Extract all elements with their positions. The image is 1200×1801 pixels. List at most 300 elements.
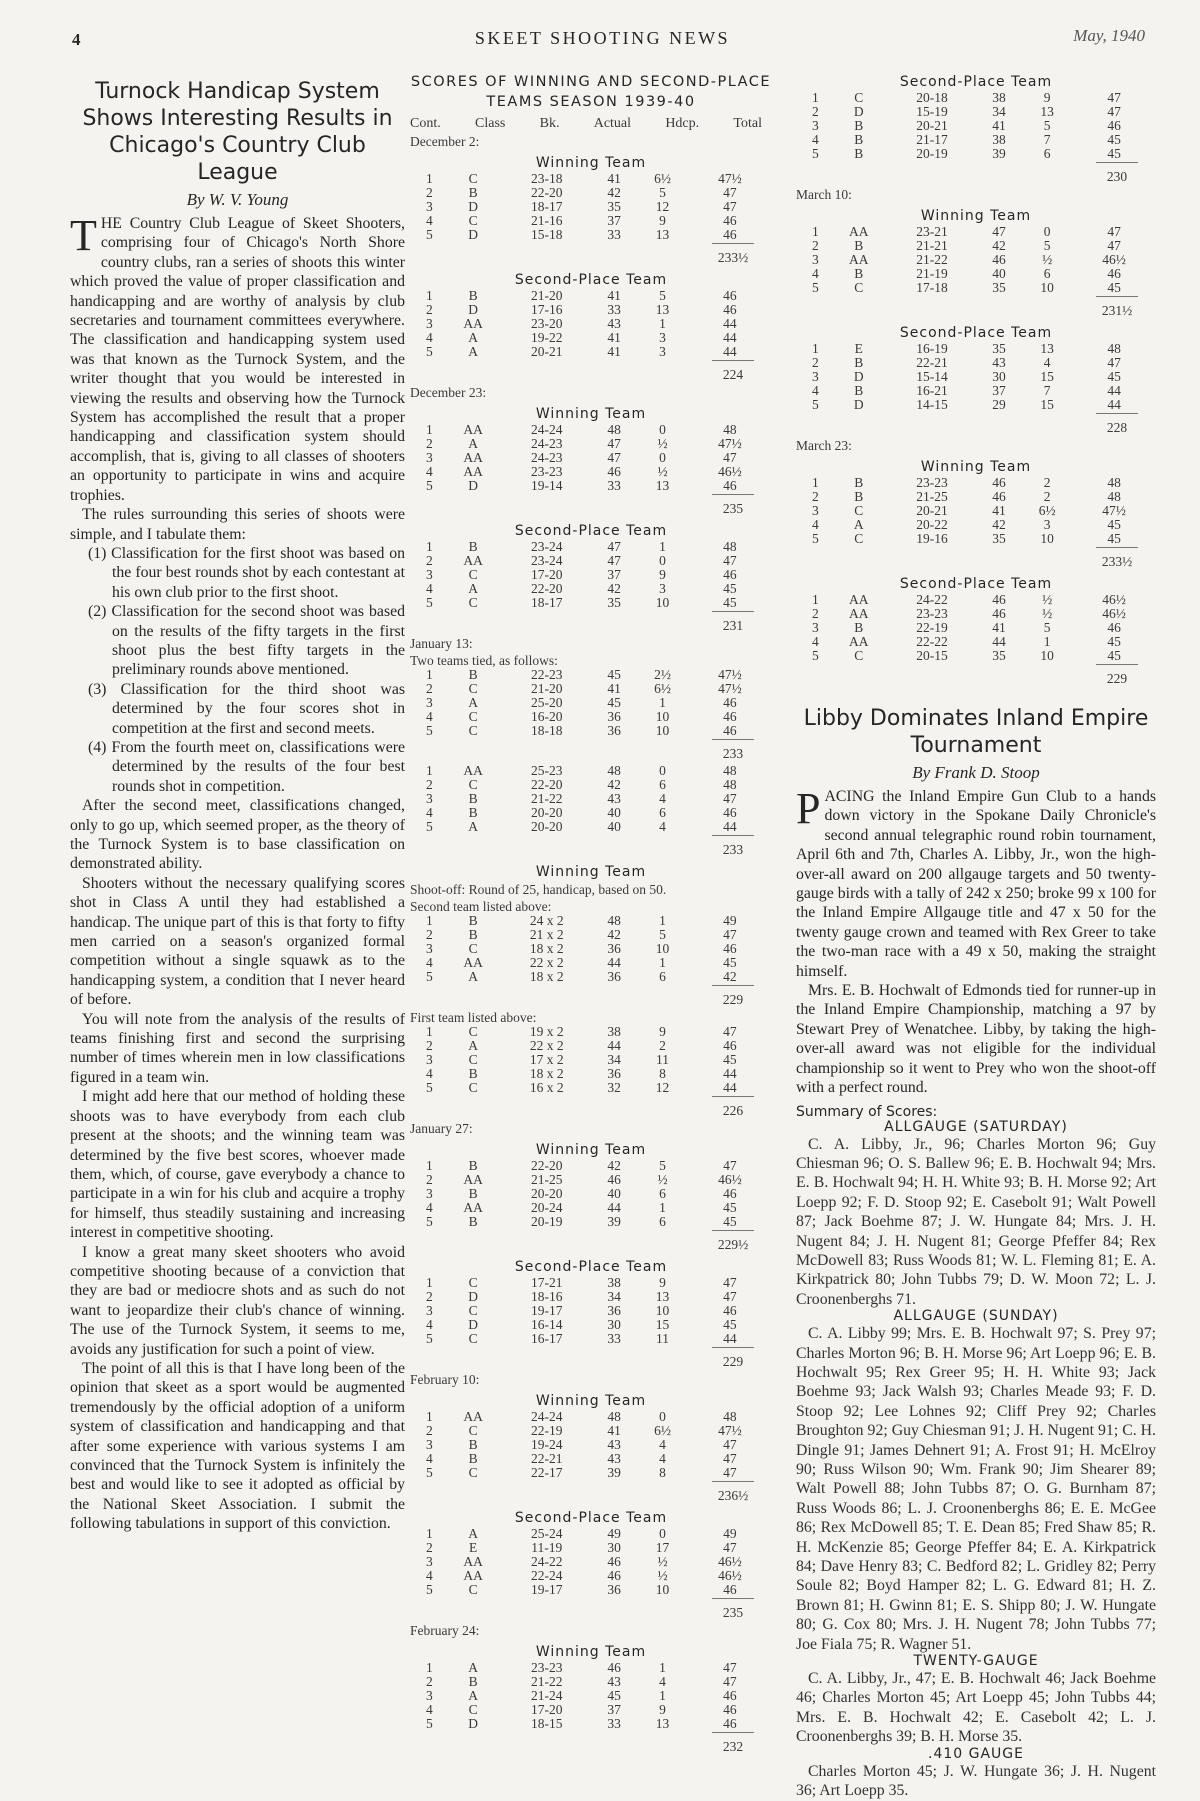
article-title: Libby Dominates Inland Empire Tournament bbox=[803, 706, 1149, 758]
score-cell: 46 bbox=[992, 592, 1006, 607]
score-row bbox=[796, 147, 1156, 161]
score-cell: 36 bbox=[607, 1582, 621, 1597]
score-cell: 35 bbox=[992, 531, 1006, 546]
score-cell: 34 bbox=[607, 1289, 621, 1304]
group-date: March 10: bbox=[796, 187, 852, 202]
score-row bbox=[796, 518, 1156, 532]
score-cell: 46 bbox=[607, 1554, 621, 1569]
score-cell: 3 bbox=[1043, 517, 1051, 532]
team-total bbox=[796, 413, 1156, 436]
score-cell: 24-23 bbox=[531, 450, 563, 465]
article-byline: By W. V. Young bbox=[186, 190, 289, 209]
score-cell: 25-20 bbox=[531, 695, 563, 710]
score-cell: 45 bbox=[1107, 132, 1121, 147]
score-cell: 20-21 bbox=[531, 344, 563, 359]
score-cell: B bbox=[854, 132, 864, 147]
score-cell: 48 bbox=[607, 763, 621, 778]
team-total bbox=[796, 664, 1156, 687]
score-cell: 45 bbox=[723, 1214, 737, 1229]
score-cell: 15-19 bbox=[916, 104, 948, 119]
score-cell: B bbox=[468, 1451, 478, 1466]
score-cell: AA bbox=[463, 464, 483, 479]
score-cell: B bbox=[468, 1674, 478, 1689]
score-cell: 47 bbox=[723, 185, 737, 200]
rule-item: (3) Classification for the third shoot was determined by the four scores shot in competition at the first and second meets. bbox=[88, 680, 405, 737]
score-cell: 41 bbox=[607, 288, 621, 303]
score-cell: 19-17 bbox=[531, 1303, 563, 1318]
score-row bbox=[410, 1159, 772, 1173]
score-cell: 46 bbox=[723, 941, 737, 956]
score-cell: 2 bbox=[426, 1674, 433, 1689]
right-column bbox=[796, 68, 1156, 1801]
score-cell: 5 bbox=[1043, 118, 1051, 133]
score-row bbox=[410, 1675, 772, 1689]
score-cell: 3 bbox=[426, 1052, 433, 1067]
score-cell: 20-20 bbox=[531, 819, 563, 834]
score-cell: 18-16 bbox=[531, 1289, 563, 1304]
score-cell: 22-20 bbox=[531, 777, 563, 792]
score-row bbox=[796, 105, 1156, 119]
article-title: Turnock Handicap System Shows Interesting Results in Chicago's Country Club League bbox=[82, 79, 393, 185]
score-cell: 2 bbox=[426, 553, 433, 568]
score-cell: B bbox=[468, 288, 478, 303]
article-paragraph: The point of all this is that I have long been of the opinion that skeet as a sport would be augmented tremendously by the official adoption of a uniform system of classification and handicapping and that after some experience with various systems I am convinced that the Turnock System is infinitely the best and would like to see it adopted as official by the National Skeet Association. I submit the following tabulations in support of this conviction. bbox=[70, 1359, 405, 1533]
team-total bbox=[410, 611, 772, 634]
total-value: 230 bbox=[1096, 162, 1138, 185]
score-cell: 40 bbox=[607, 805, 621, 820]
score-row bbox=[410, 228, 772, 242]
score-cell: 44 bbox=[723, 344, 737, 359]
score-table bbox=[410, 764, 772, 834]
team-total bbox=[410, 739, 772, 762]
score-cell: 46 bbox=[723, 695, 737, 710]
score-cell: 24-22 bbox=[531, 1554, 563, 1569]
score-row bbox=[410, 331, 772, 345]
score-row bbox=[410, 582, 772, 596]
group-date: February 24: bbox=[410, 1623, 480, 1638]
score-table bbox=[410, 1527, 772, 1597]
score-cell: 4 bbox=[426, 709, 433, 724]
summary-scores: C. A. Libby, Jr., 47; E. B. Hochwalt 46; Jack Boehme 46; Charles Morton 45; Art Loepp 45; John Tubbs 44; Mrs. E. B. Hochwalt 42; E. Casebolt 42; L. J. Croonenberghs 39; B. H. Morse 35. bbox=[796, 1670, 1156, 1746]
score-cell: 1 bbox=[426, 913, 433, 928]
score-cell: 44 bbox=[723, 1331, 737, 1346]
team-total bbox=[410, 1481, 772, 1504]
score-cell: 47½ bbox=[718, 1423, 742, 1438]
score-row bbox=[410, 764, 772, 778]
score-cell: 33 bbox=[607, 1716, 621, 1731]
score-cell: D bbox=[468, 1289, 478, 1304]
score-row bbox=[796, 133, 1156, 147]
score-cell: 44 bbox=[607, 1038, 621, 1053]
score-cell: 22-22 bbox=[916, 634, 948, 649]
score-cell: 38 bbox=[992, 90, 1006, 105]
score-cell: 6½ bbox=[654, 171, 671, 186]
score-cell: 0 bbox=[659, 763, 666, 778]
score-cell: 9 bbox=[1043, 90, 1051, 105]
score-cell: C bbox=[468, 1582, 478, 1597]
score-cell: 1 bbox=[812, 592, 819, 607]
team-label: Second-Place Team bbox=[899, 325, 1053, 341]
score-cell: 3 bbox=[426, 199, 433, 214]
score-row bbox=[796, 239, 1156, 253]
score-cell: 48 bbox=[607, 422, 621, 437]
score-cell: 46½ bbox=[718, 1568, 742, 1583]
score-row bbox=[796, 91, 1156, 105]
score-cell: B bbox=[854, 118, 864, 133]
score-cell: ½ bbox=[657, 1554, 668, 1569]
score-group bbox=[796, 74, 1156, 185]
score-row bbox=[796, 356, 1156, 370]
score-cell: 3 bbox=[426, 941, 433, 956]
score-cell: 5 bbox=[1043, 620, 1051, 635]
score-cell: 21-22 bbox=[916, 252, 948, 267]
score-cell: 22-17 bbox=[531, 1465, 563, 1480]
score-cell: 46 bbox=[607, 1568, 621, 1583]
score-cell: D bbox=[468, 302, 478, 317]
score-cell: 46 bbox=[1107, 266, 1121, 281]
score-row bbox=[796, 119, 1156, 133]
score-cell: 22-19 bbox=[916, 620, 948, 635]
score-row bbox=[410, 289, 772, 303]
score-cell: 35 bbox=[607, 199, 621, 214]
score-cell: C bbox=[854, 531, 864, 546]
score-group bbox=[410, 864, 772, 1008]
score-row bbox=[410, 1569, 772, 1583]
score-cell: 22 x 2 bbox=[529, 1038, 564, 1053]
score-row bbox=[410, 1304, 772, 1318]
score-cell: 16 x 2 bbox=[529, 1080, 564, 1095]
score-cell: 4 bbox=[812, 132, 819, 147]
total-value: 233½ bbox=[1096, 547, 1138, 570]
score-cell: 10 bbox=[655, 1582, 670, 1597]
group-date: January 27: bbox=[410, 1121, 473, 1136]
total-value: 232 bbox=[712, 1732, 754, 1755]
score-cell: 4 bbox=[812, 383, 819, 398]
score-cell: 16-17 bbox=[531, 1331, 563, 1346]
total-value: 229 bbox=[712, 985, 754, 1008]
score-cell: 3 bbox=[659, 581, 666, 596]
score-table bbox=[410, 540, 772, 610]
score-group bbox=[796, 438, 1156, 570]
score-cell: A bbox=[468, 1526, 478, 1541]
score-group bbox=[796, 576, 1156, 687]
score-group bbox=[410, 134, 772, 266]
score-cell: C bbox=[468, 1465, 478, 1480]
score-cell: 10 bbox=[655, 595, 670, 610]
score-cell: 49 bbox=[607, 1526, 621, 1541]
drop-cap: P bbox=[796, 784, 821, 833]
score-cell: 5 bbox=[812, 531, 819, 546]
score-group bbox=[410, 764, 772, 858]
score-cell: 44 bbox=[1107, 383, 1121, 398]
score-cell: 5 bbox=[659, 1158, 666, 1173]
score-cell: 45 bbox=[1107, 280, 1121, 295]
score-cell: 5 bbox=[426, 969, 433, 984]
score-cell: 47 bbox=[607, 539, 621, 554]
total-value: 233 bbox=[712, 739, 754, 762]
score-row bbox=[410, 186, 772, 200]
issue-date: May, 1940 bbox=[1073, 26, 1145, 45]
score-cell: 47½ bbox=[718, 436, 742, 451]
score-cell: D bbox=[468, 1317, 478, 1332]
score-cell: 16-20 bbox=[531, 709, 563, 724]
score-cell: 4 bbox=[812, 517, 819, 532]
score-row bbox=[410, 172, 772, 186]
score-cell: 4 bbox=[659, 1437, 666, 1452]
score-row bbox=[410, 1318, 772, 1332]
score-cell: 46 bbox=[723, 478, 737, 493]
team-label: Winning Team bbox=[535, 864, 647, 880]
score-cell: 1 bbox=[659, 1688, 666, 1703]
score-cell: C bbox=[468, 1052, 478, 1067]
score-cell: 21-16 bbox=[531, 213, 563, 228]
score-row bbox=[410, 696, 772, 710]
score-cell: A bbox=[468, 819, 478, 834]
score-cell: 35 bbox=[992, 341, 1006, 356]
score-cell: 15-14 bbox=[916, 369, 948, 384]
score-cell: A bbox=[468, 344, 478, 359]
score-cell: 5 bbox=[426, 1214, 433, 1229]
score-cell: 46 bbox=[723, 1038, 737, 1053]
score-cell: 43 bbox=[607, 791, 621, 806]
score-cell: 30 bbox=[607, 1540, 621, 1555]
score-cell: 5 bbox=[426, 1331, 433, 1346]
score-cell: 21 x 2 bbox=[529, 927, 564, 942]
score-cell: 45 bbox=[723, 1317, 737, 1332]
score-cell: 12 bbox=[655, 1080, 670, 1095]
publication-name: SKEET SHOOTING NEWS bbox=[474, 28, 731, 48]
score-cell: 4 bbox=[659, 791, 666, 806]
score-cell: 10 bbox=[1040, 531, 1054, 546]
score-cell: 46½ bbox=[718, 464, 742, 479]
score-cell: 18-15 bbox=[531, 1716, 563, 1731]
score-table bbox=[410, 914, 772, 984]
score-cell: 23-24 bbox=[531, 553, 563, 568]
score-cell: E bbox=[468, 1540, 478, 1555]
score-cell: 43 bbox=[992, 355, 1006, 370]
score-cell: D bbox=[468, 1716, 478, 1731]
score-cell: 45 bbox=[1107, 648, 1121, 663]
score-row bbox=[410, 914, 772, 928]
summary-heading: Summary of Scores: bbox=[796, 1103, 938, 1120]
score-cell: 44 bbox=[723, 316, 737, 331]
score-cell: C bbox=[468, 1303, 478, 1318]
score-cell: B bbox=[854, 355, 864, 370]
score-row bbox=[410, 1466, 772, 1480]
score-cell: 47 bbox=[1107, 355, 1121, 370]
score-cell: 3 bbox=[426, 1437, 433, 1452]
score-cell: 47½ bbox=[718, 667, 742, 682]
team-total bbox=[410, 1096, 772, 1119]
total-value: 229 bbox=[712, 1347, 754, 1370]
score-cell: 48 bbox=[723, 763, 737, 778]
score-cell: 42 bbox=[992, 517, 1006, 532]
score-cell: 24-24 bbox=[531, 1409, 563, 1424]
score-cell: D bbox=[853, 104, 864, 119]
score-cell: C bbox=[468, 213, 478, 228]
score-cell: 20-20 bbox=[531, 1186, 563, 1201]
category-heading: ALLGAUGE (SATURDAY) bbox=[884, 1118, 1068, 1135]
score-table bbox=[410, 1410, 772, 1480]
score-cell: 1 bbox=[659, 1200, 666, 1215]
score-cell: 45 bbox=[1107, 146, 1121, 161]
score-cell: C bbox=[468, 595, 478, 610]
score-cell: 21-24 bbox=[531, 1688, 563, 1703]
score-cell: C bbox=[468, 723, 478, 738]
score-cell: 1 bbox=[426, 1275, 433, 1290]
score-row bbox=[410, 1410, 772, 1424]
score-row bbox=[410, 1555, 772, 1569]
score-cell: 4 bbox=[659, 819, 666, 834]
score-cell: 35 bbox=[992, 280, 1006, 295]
score-cell: C bbox=[854, 648, 864, 663]
score-cell: 12 bbox=[655, 199, 670, 214]
score-cell: B bbox=[468, 1186, 478, 1201]
score-cell: 46½ bbox=[1102, 606, 1126, 621]
score-cell: 6 bbox=[659, 805, 666, 820]
score-cell: 47 bbox=[607, 436, 621, 451]
score-cell: 11 bbox=[656, 1052, 670, 1067]
score-cell: 33 bbox=[607, 1331, 621, 1346]
score-cell: 17 bbox=[655, 1540, 670, 1555]
score-cell: 21-22 bbox=[531, 791, 563, 806]
score-cell: 2 bbox=[426, 1038, 433, 1053]
score-cell: 5 bbox=[426, 595, 433, 610]
score-cell: 35 bbox=[607, 595, 621, 610]
score-cell: C bbox=[854, 280, 864, 295]
score-cell: C bbox=[468, 1423, 478, 1438]
score-cell: 6 bbox=[659, 777, 666, 792]
score-cell: 17-16 bbox=[531, 302, 563, 317]
score-row bbox=[410, 682, 772, 696]
score-cell: B bbox=[854, 620, 864, 635]
score-cell: 1 bbox=[426, 1158, 433, 1173]
score-cell: 21-20 bbox=[531, 288, 563, 303]
score-table bbox=[410, 1276, 772, 1346]
score-cell: 6½ bbox=[1038, 503, 1056, 518]
score-row bbox=[410, 970, 772, 984]
article-paragraph: Shooters without the necessary qualifying scores shot in Class A until they had established a handicap. The unique part of this is that forty to fifty men carried on a season's organized formal competition without a single squawk as to the handicapping system, a condition that I never heard of before. bbox=[70, 874, 405, 1009]
score-cell: 23-23 bbox=[531, 464, 563, 479]
score-cell: 47½ bbox=[718, 681, 742, 696]
score-row bbox=[796, 607, 1156, 621]
group-date: March 23: bbox=[796, 438, 852, 453]
scores-column-header bbox=[410, 116, 772, 132]
score-cell: 13 bbox=[1040, 341, 1054, 356]
score-cell: 2 bbox=[812, 104, 819, 119]
score-cell: 1 bbox=[812, 224, 819, 239]
group-note: Shoot-off: Round of 25, handicap, based on 50. bbox=[410, 882, 667, 897]
score-cell: 44 bbox=[1107, 397, 1121, 412]
page-header bbox=[60, 26, 1145, 54]
score-cell: 47 bbox=[723, 1437, 737, 1452]
score-cell: 18-18 bbox=[531, 723, 563, 738]
score-row bbox=[410, 1025, 772, 1039]
scores-tables-continued bbox=[796, 74, 1156, 687]
team-total bbox=[796, 547, 1156, 570]
score-cell: 2 bbox=[812, 489, 819, 504]
total-value: 235 bbox=[712, 1598, 754, 1621]
score-cell: 6 bbox=[1043, 146, 1051, 161]
score-cell: 9 bbox=[659, 567, 666, 582]
total-value: 229½ bbox=[712, 1230, 754, 1253]
score-cell: 3 bbox=[426, 791, 433, 806]
rules-list bbox=[70, 544, 405, 796]
group-date: February 10: bbox=[410, 1372, 480, 1387]
score-cell: 46 bbox=[723, 1702, 737, 1717]
group-date: January 13: bbox=[410, 636, 473, 651]
total-value: 236½ bbox=[712, 1481, 754, 1504]
score-cell: 46 bbox=[992, 475, 1006, 490]
score-cell: 41 bbox=[992, 118, 1006, 133]
score-cell: 18-17 bbox=[531, 199, 563, 214]
score-cell: 42 bbox=[607, 581, 621, 596]
score-cell: A bbox=[468, 695, 478, 710]
score-cell: A bbox=[468, 436, 478, 451]
score-cell: 42 bbox=[607, 777, 621, 792]
score-cell: 1 bbox=[426, 288, 433, 303]
score-cell: 5 bbox=[426, 344, 433, 359]
score-cell: 48 bbox=[723, 1409, 737, 1424]
score-cell: AA bbox=[463, 955, 483, 970]
score-cell: 46 bbox=[992, 252, 1006, 267]
score-cell: AA bbox=[849, 224, 869, 239]
article-paragraph: The rules surrounding this series of shoots were simple, and I tabulate them: bbox=[70, 506, 405, 543]
score-row bbox=[410, 956, 772, 970]
score-row bbox=[410, 345, 772, 359]
score-cell: 7 bbox=[1043, 132, 1051, 147]
score-cell: 46 bbox=[1107, 620, 1121, 635]
score-cell: 0 bbox=[659, 1526, 666, 1541]
score-cell: 9 bbox=[659, 1702, 666, 1717]
score-cell: 20-24 bbox=[531, 1200, 563, 1215]
column-header: Total bbox=[733, 116, 762, 131]
team-total bbox=[796, 162, 1156, 185]
score-cell: 9 bbox=[659, 1024, 666, 1039]
score-cell: 41 bbox=[607, 171, 621, 186]
score-row bbox=[410, 451, 772, 465]
score-cell: 41 bbox=[992, 503, 1006, 518]
score-cell: 36 bbox=[607, 1303, 621, 1318]
score-cell: 4 bbox=[426, 1066, 433, 1081]
score-cell: 36 bbox=[607, 969, 621, 984]
score-cell: 39 bbox=[607, 1465, 621, 1480]
score-cell: 46 bbox=[723, 227, 737, 242]
score-cell: 13 bbox=[655, 1716, 670, 1731]
score-cell: 20-19 bbox=[531, 1214, 563, 1229]
score-cell: 10 bbox=[655, 723, 670, 738]
score-cell: 41 bbox=[607, 330, 621, 345]
team-total bbox=[796, 296, 1156, 319]
score-table bbox=[410, 1661, 772, 1731]
score-cell: 39 bbox=[607, 1214, 621, 1229]
score-cell: 17-20 bbox=[531, 567, 563, 582]
score-cell: C bbox=[468, 1024, 478, 1039]
team-total bbox=[410, 494, 772, 517]
score-row bbox=[410, 1689, 772, 1703]
article-paragraph: I might add here that our method of holding these shoots was to have everybody from each club present at the shoots; and the winning team was determined by the five best scores, whoever made them, which, of course, gave everybody a chance to participate in a win for his club and acquire a trophy for himself, thus steadily sustaining and increasing interest in competitive shooting. bbox=[70, 1088, 405, 1242]
score-row bbox=[796, 370, 1156, 384]
score-cell: C bbox=[854, 503, 864, 518]
score-cell: 49 bbox=[723, 913, 737, 928]
score-cell: 2 bbox=[426, 302, 433, 317]
score-cell: 47 bbox=[723, 1275, 737, 1290]
summary-scores: C. A. Libby 99; Mrs. E. B. Hochwalt 97; S. Prey 97; Charles Morton 96; B. H. Morse 96; Art Loepp 96; E. B. Hochwalt 95; Rex Greer 95; H. H. White 93; Jack Boehme 93; Jack Walsh 93; Charles Meade 93; F. D. Stoop 92; Lee Lohnes 92; Cliff Prey 92; Charles Broughton 92; Guy Chiesman 91; J. H. Nugent 91; C. H. Dingle 91; James Dehnert 91; A. Frost 91; H. McElroy 90; Russ Wilson 90; Wm. Frank 90; Jim Shearer 89; Walt Powell 88; John Tubbs 87; O. G. Burnham 87; Russ Woods 86; L. J. Croonenberghs 86; E. E. McGee 86; Rex McDowell 85; T. E. Dean 85; Fred Shaw 85; R. H. McKenzie 85; George Pfeffer 84; E. A. Kirkpatrick 84; Dave Henry 83; C. Bedford 82; L. Gridley 82; Perry Soule 82; Boyd Hamper 82; L. G. Edward 81; H. Z. Brown 81; H. Gwinn 81; E. S. Shipp 80; J. W. Hungate 80; G. Cox 80; Mrs. J. H. Nugent 78; John Tubbs 77; Joe Fiala 75; R. Wagner 51. bbox=[796, 1325, 1156, 1653]
score-cell: 38 bbox=[607, 1024, 621, 1039]
score-row bbox=[410, 1541, 772, 1555]
score-cell: 23-23 bbox=[916, 606, 948, 621]
summary-scores: Charles Morton 45; J. W. Hungate 36; J. H. Nugent 36; Art Loepp 35. bbox=[796, 1762, 1156, 1800]
